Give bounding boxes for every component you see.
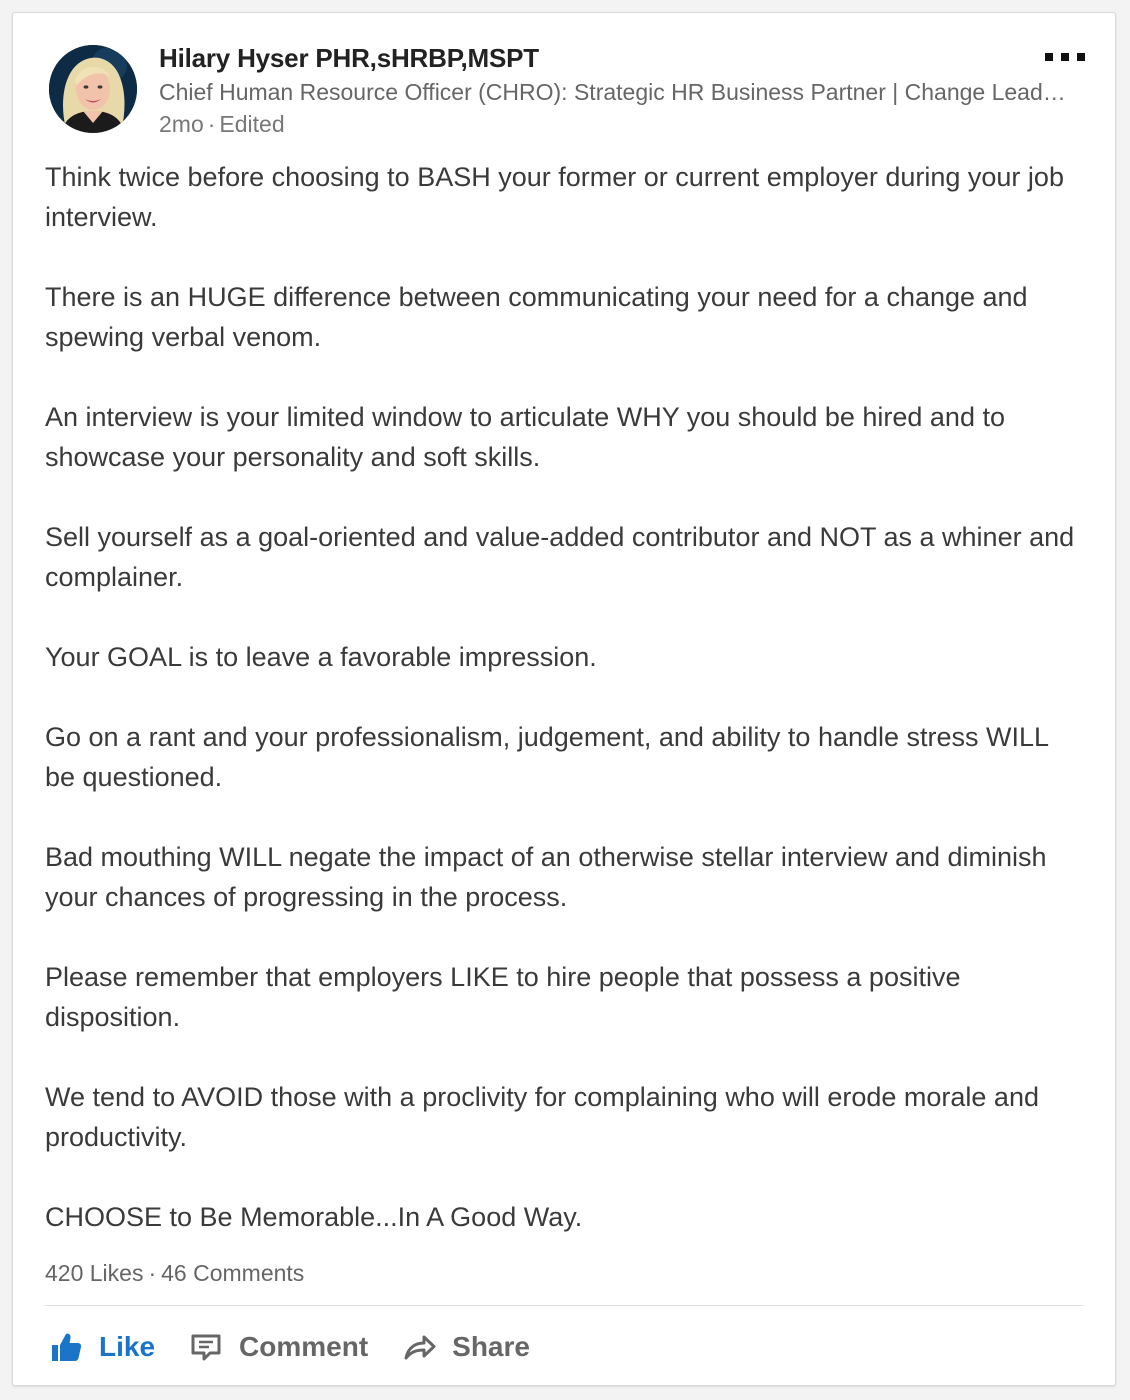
author-name[interactable]: Hilary Hyser PHR,sHRBP,MSPT	[159, 43, 539, 73]
meta-separator: ·	[207, 111, 216, 137]
post-paragraph: An interview is your limited window to articulate WHY you should be hired and to showcase your personality and soft skills.	[45, 402, 1005, 472]
edited-label: Edited	[219, 111, 285, 137]
post-paragraph: Your GOAL is to leave a favorable impression.	[45, 642, 597, 672]
more-options-icon[interactable]	[1043, 47, 1087, 67]
post-paragraph: There is an HUGE difference between communicating your need for a change and spewing verbal venom.	[45, 282, 1028, 352]
avatar-photo	[49, 45, 137, 133]
post-time: 2mo	[159, 111, 204, 137]
post-paragraph: Please remember that employers LIKE to hire people that possess a positive disposition.	[45, 962, 961, 1032]
post-paragraph: CHOOSE to Be Memorable...In A Good Way.	[45, 1202, 583, 1232]
post-paragraph: Go on a rant and your professionalism, judgement, and ability to handle stress WILL be questioned.	[45, 722, 1049, 792]
share-button[interactable]	[402, 1330, 530, 1364]
post-card	[12, 12, 1116, 1386]
post-paragraph: We tend to AVOID those with a proclivity for complaining who will erode morale and productivity.	[45, 1082, 1039, 1152]
comment-button[interactable]	[189, 1330, 368, 1364]
post-paragraph: Sell yourself as a goal-oriented and value-added contributor and NOT as a whiner and complainer.	[45, 522, 1075, 592]
author-avatar[interactable]	[49, 45, 137, 133]
more-dot	[1077, 53, 1085, 61]
post-header	[47, 43, 1081, 153]
actions-divider	[45, 1305, 1083, 1306]
comment-icon	[189, 1330, 223, 1364]
post-paragraph: Bad mouthing WILL negate the impact of an otherwise stellar interview and diminish your chances of progressing in the process.	[45, 842, 1047, 912]
share-label: Share	[452, 1331, 530, 1362]
likes-count[interactable]: 420 Likes	[45, 1260, 144, 1286]
post-body	[45, 157, 1085, 1237]
more-dot	[1045, 53, 1053, 61]
author-info	[159, 43, 1081, 139]
counts-separator: ·	[148, 1260, 157, 1286]
like-button[interactable]	[49, 1330, 155, 1364]
comment-label: Comment	[239, 1331, 369, 1362]
thumbs-up-icon	[49, 1330, 83, 1364]
author-headline: Chief Human Resource Officer (CHRO): Strategic HR Business Partner | Change Lead…	[159, 79, 1066, 105]
post-meta	[159, 109, 1081, 139]
post-paragraph: Think twice before choosing to BASH your former or current employer during your job interview.	[45, 162, 1064, 232]
more-dot	[1061, 53, 1069, 61]
like-label: Like	[99, 1331, 156, 1362]
comments-count[interactable]: 46 Comments	[161, 1260, 305, 1286]
share-arrow-icon	[402, 1330, 436, 1364]
social-counts	[45, 1258, 304, 1288]
action-bar	[49, 1327, 564, 1367]
